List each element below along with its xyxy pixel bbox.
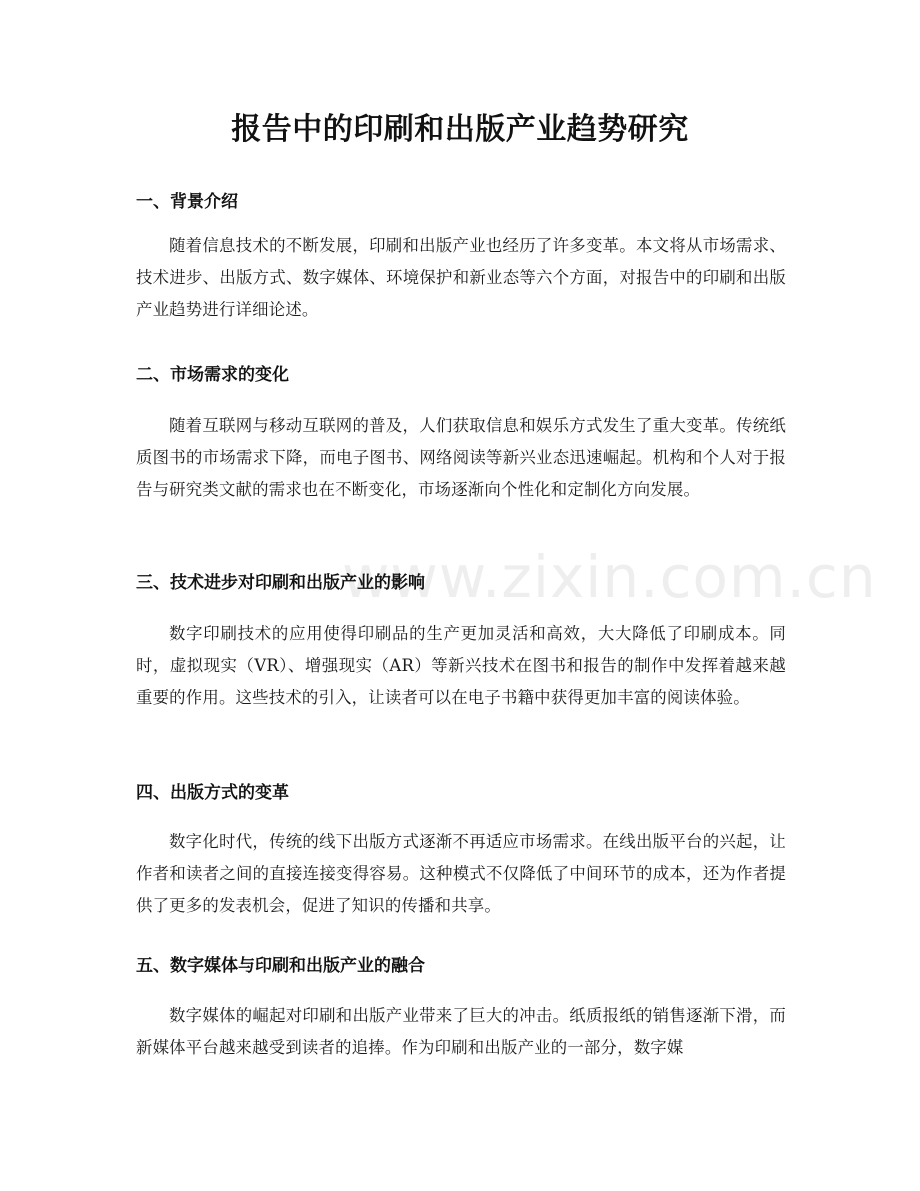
section-paragraph-digital-media: 数字媒体的崛起对印刷和出版产业带来了巨大的冲击。纸质报纸的销售逐渐下滑，而新媒体平台越来越受到读者的追捧。作为印刷和出版产业的一部分，数字媒 bbox=[136, 1006, 786, 1057]
section-heading-background: 一、背景介绍 bbox=[136, 192, 238, 212]
section-paragraph-background: 随着信息技术的不断发展，印刷和出版产业也经历了许多变革。本文将从市场需求、技术进步、出版方式、数字媒体、环境保护和新业态等六个方面，对报告中的印刷和出版产业趋势进行详细论述。 bbox=[136, 236, 786, 319]
section-heading-publishing-methods: 四、出版方式的变革 bbox=[136, 783, 289, 803]
page-title: 报告中的印刷和出版产业趋势研究 bbox=[231, 112, 689, 147]
section-heading-market-demand: 二、市场需求的变化 bbox=[136, 365, 289, 385]
section-paragraph-market-demand: 随着互联网与移动互联网的普及，人们获取信息和娱乐方式发生了重大变革。传统纸质图书的市场需求下降，而电子图书、网络阅读等新兴业态迅速崛起。机构和个人对于报告与研究类文献的需求也在不断变化，市场逐渐向个性化和定制化方向发展。 bbox=[136, 416, 786, 499]
section-paragraph-publishing-methods: 数字化时代，传统的线下出版方式逐渐不再适应市场需求。在线出版平台的兴起，让作者和读者之间的直接连接变得容易。这种模式不仅降低了中间环节的成本，还为作者提供了更多的发表机会，促进了知识的传播和共享。 bbox=[136, 832, 786, 915]
section-heading-technology: 三、技术进步对印刷和出版产业的影响 bbox=[136, 573, 425, 593]
section-heading-digital-media: 五、数字媒体与印刷和出版产业的融合 bbox=[136, 956, 425, 976]
watermark: www.zixin.com.cn bbox=[342, 543, 877, 611]
section-paragraph-technology: 数字印刷技术的应用使得印刷品的生产更加灵活和高效，大大降低了印刷成本。同时，虚拟现实（VR）、增强现实（AR）等新兴技术在图书和报告的制作中发挥着越来越重要的作用。这些技术的引入，让读者可以在电子书籍中获得更加丰富的阅读体验。 bbox=[136, 624, 786, 707]
